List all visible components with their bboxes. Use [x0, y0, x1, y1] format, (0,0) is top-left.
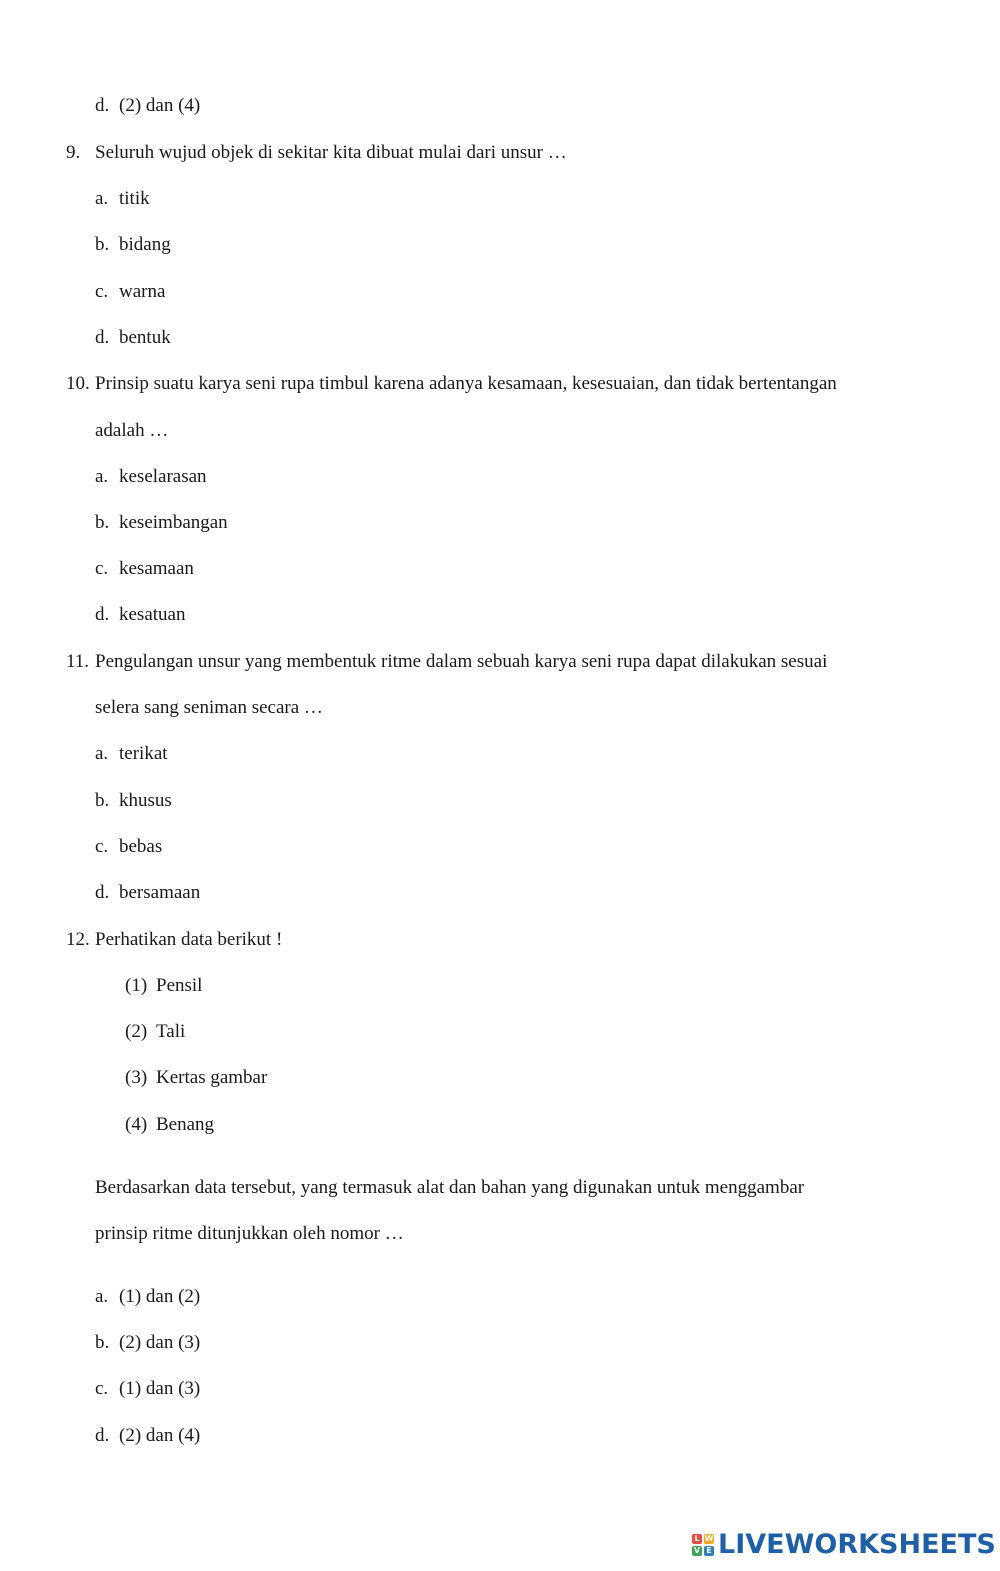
option-letter: d.: [95, 95, 110, 116]
liveworksheets-logo: [692, 1529, 996, 1560]
option-text: bentuk: [119, 327, 171, 348]
option-text: terikat: [119, 743, 168, 764]
option-text: kesatuan: [119, 604, 186, 625]
question-number: 10.: [66, 373, 90, 394]
option-text: keselarasan: [119, 466, 207, 487]
question-number: 9.: [66, 142, 81, 163]
option-letter: b.: [95, 512, 110, 533]
option-letter: a.: [95, 188, 109, 209]
option-letter: b.: [95, 234, 110, 255]
option-text: (2) dan (3): [119, 1332, 201, 1353]
option-letter: d.: [95, 327, 110, 348]
question-text: Prinsip suatu karya seni rupa timbul karena adanya kesamaan, kesesuaian, dan tidak bertentangan: [95, 373, 837, 394]
option-letter: c.: [95, 281, 109, 302]
question-text: Pengulangan unsur yang membentuk ritme dalam sebuah karya seni rupa dapat dilakukan sesuai: [95, 651, 828, 672]
option-letter: b.: [95, 790, 110, 811]
option-letter: a.: [95, 466, 109, 487]
data-item-label: (4): [125, 1114, 148, 1135]
question-number: 12.: [66, 929, 90, 950]
data-item-label: (1): [125, 975, 148, 996]
question-text: Seluruh wujud objek di sekitar kita dibuat mulai dari unsur …: [95, 142, 567, 163]
question-text: Perhatikan data berikut !: [95, 929, 283, 950]
data-item-label: (2): [125, 1021, 148, 1042]
option-text: bersamaan: [119, 882, 201, 903]
option-letter: b.: [95, 1332, 110, 1353]
liveworksheets-logo-icon: L W V E: [693, 1533, 714, 1555]
data-item-text: Pensil: [156, 975, 203, 996]
option-text: warna: [119, 281, 166, 302]
option-text: (1) dan (3): [119, 1378, 201, 1399]
data-item-text: Kertas gambar: [156, 1067, 268, 1088]
option-text: (2) dan (4): [119, 1425, 201, 1446]
option-letter: c.: [95, 836, 109, 857]
option-text: keseimbangan: [119, 512, 228, 533]
option-letter: d.: [95, 882, 110, 903]
question-text: selera sang seniman secara …: [95, 697, 323, 718]
question-text: adalah …: [95, 420, 169, 441]
option-text: (2) dan (4): [119, 95, 201, 116]
question-text: prinsip ritme ditunjukkan oleh nomor …: [95, 1223, 404, 1244]
option-text: (1) dan (2): [119, 1286, 201, 1307]
question-text: Berdasarkan data tersebut, yang termasuk alat dan bahan yang digunakan untuk menggambar: [95, 1177, 805, 1198]
option-text: kesamaan: [119, 558, 194, 579]
option-text: khusus: [119, 790, 172, 811]
option-letter: c.: [95, 1378, 109, 1399]
option-letter: a.: [95, 743, 109, 764]
option-text: bidang: [119, 234, 171, 255]
option-letter: a.: [95, 1286, 109, 1307]
data-item-text: Benang: [156, 1114, 215, 1135]
data-item-text: Tali: [156, 1021, 186, 1042]
option-letter: c.: [95, 558, 109, 579]
option-text: titik: [119, 188, 150, 209]
data-item-label: (3): [125, 1067, 148, 1088]
option-letter: d.: [95, 604, 110, 625]
option-text: bebas: [119, 836, 163, 857]
option-letter: d.: [95, 1425, 110, 1446]
question-number: 11.: [66, 651, 90, 672]
watermark-text: LIVEWORKSHEETS: [718, 1529, 996, 1560]
